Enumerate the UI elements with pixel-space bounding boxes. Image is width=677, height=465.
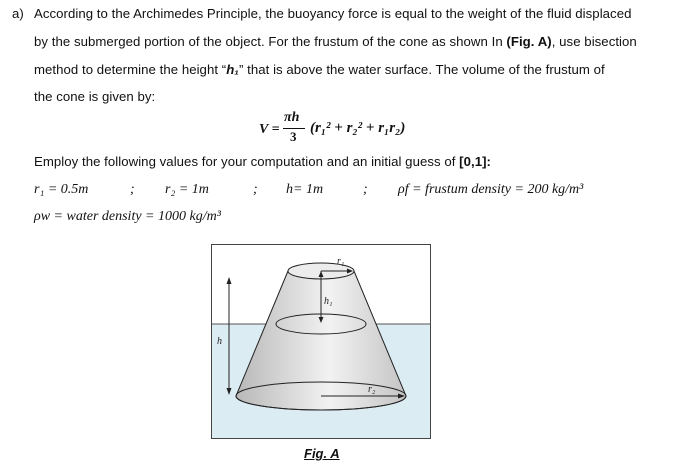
initial-guess: [0,1]:	[459, 154, 491, 169]
formula-denominator: 3	[290, 129, 297, 144]
label-r1: r₁	[337, 256, 345, 267]
separator: ;	[253, 182, 258, 197]
h1-variable: h₁	[226, 62, 240, 77]
figure-a	[211, 244, 431, 439]
question-line-1: According to the Archimedes Principle, the buoyancy force is equal to the weight of the fluid displaced	[34, 6, 632, 21]
separator: ;	[363, 182, 368, 197]
separator: ;	[130, 182, 135, 197]
formula-numerator: πh	[284, 110, 300, 125]
fig-reference: (Fig. A)	[506, 34, 552, 49]
line3-text: method to determine the height “	[34, 62, 227, 77]
line2-text: by the submerged portion of the object. For the frustum of the cone as shown In	[34, 34, 507, 49]
value-h: h= 1m	[286, 182, 324, 197]
value-rho-w: ρw = water density = 1000 kg/m³	[34, 209, 221, 224]
values-intro	[34, 154, 491, 169]
question-line-3	[34, 62, 605, 77]
label-h1: h₁	[324, 296, 333, 307]
question-label: a)	[12, 6, 24, 21]
frustum-diagram	[211, 244, 431, 439]
label-r2: r₂	[368, 384, 376, 395]
value-rho-f: ρf = frustum density = 200 kg/m³	[398, 182, 584, 197]
question-line-4: the cone is given by:	[34, 89, 156, 104]
question-line-2	[34, 34, 637, 49]
label-h: h	[217, 336, 222, 347]
value-r2: r₂ = 1m	[165, 182, 209, 197]
value-r1: r₁ = 0.5m	[34, 182, 89, 197]
values-intro-text: Employ the following values for your computation and an initial guess of	[34, 154, 460, 169]
line3-text-end: ” that is above the water surface. The volume of the frustum of	[239, 62, 605, 77]
formula-rhs: (r₁² + r₂² + r₁r₂)	[310, 120, 406, 136]
formula-lhs: V =	[259, 122, 280, 137]
line2-text-end: , use bisection	[551, 34, 637, 49]
figure-caption: Fig. A	[304, 446, 340, 461]
